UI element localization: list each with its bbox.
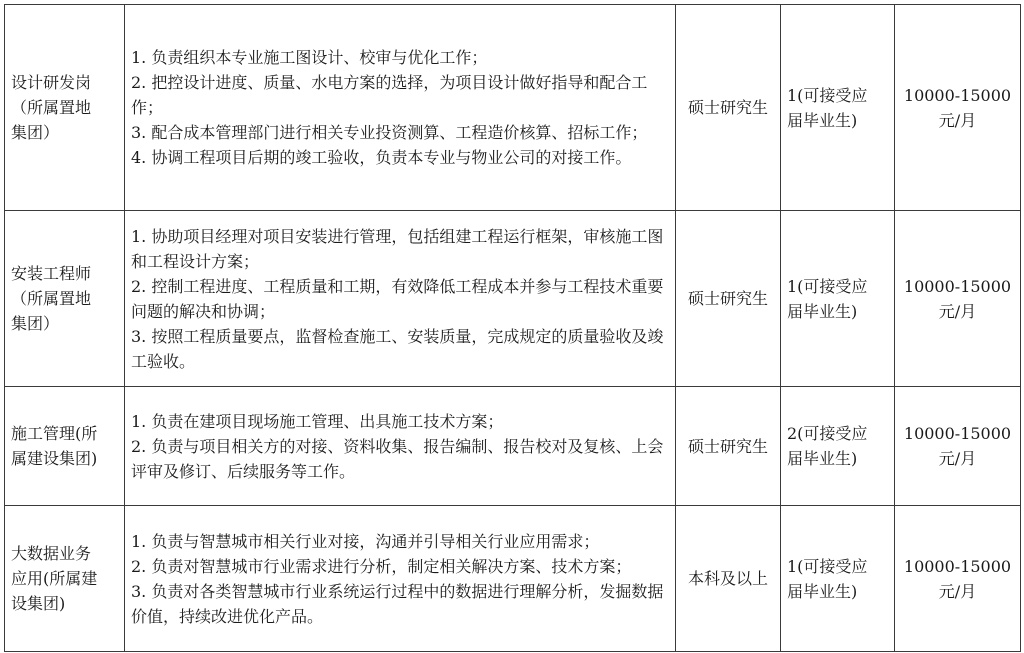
- salary-cell: [895, 211, 1021, 387]
- duty-item: 1. 协助项目经理对项目安装进行管理，包括组建工程运行框架，审核施工图和工程设计方案；: [131, 226, 664, 271]
- count-cell: [781, 211, 895, 387]
- duty-item: 2. 负责与项目相关方的对接、资料收集、报告编制、报告校对及复核、上会评审及修订、后续服务等工作。: [131, 436, 664, 481]
- salary-line: 10000-15000: [903, 424, 1012, 443]
- position-line: 应用(所属建: [11, 569, 98, 588]
- count-cell: [781, 5, 895, 211]
- position-cell: [5, 506, 125, 652]
- job-table: [4, 4, 1021, 652]
- position-line: （所属置地: [11, 98, 92, 117]
- salary-line: 元/月: [938, 581, 977, 601]
- salary-line: 10000-15000: [903, 556, 1012, 576]
- count-cell: [781, 387, 895, 506]
- position-line: 安装工程师: [11, 264, 92, 283]
- table-row: [5, 506, 1021, 652]
- duties-cell: [125, 211, 676, 387]
- salary-line: 10000-15000: [903, 276, 1012, 296]
- position-cell: [5, 211, 125, 387]
- duty-item: 3. 负责对各类智慧城市行业系统运行过程中的数据进行理解分析，发掘数据价值，持续改进优化产品。: [131, 581, 664, 626]
- count-line: 1(可接受应: [787, 276, 868, 296]
- salary-line: 元/月: [938, 110, 977, 130]
- duty-item: 1. 负责组织本专业施工图设计、校审与优化工作；: [131, 48, 488, 67]
- duty-item: 2. 控制工程进度、工程质量和工期，有效降低工程成本并参与工程技术重要问题的解决和协调；: [131, 276, 664, 321]
- salary-cell: [895, 5, 1021, 211]
- salary-cell: [895, 506, 1021, 652]
- count-line: 届毕业生): [787, 449, 858, 468]
- count-line: 届毕业生): [787, 301, 858, 321]
- count-line: 届毕业生): [787, 581, 858, 601]
- salary-line: 元/月: [938, 449, 977, 468]
- table-row: [5, 5, 1021, 211]
- count-line: 2(可接受应: [787, 424, 868, 443]
- count-line: 1(可接受应: [787, 556, 868, 576]
- salary-line: 元/月: [938, 301, 977, 321]
- duty-item: 2. 把控设计进度、质量、水电方案的选择，为项目设计做好指导和配合工作；: [131, 73, 648, 117]
- education-cell: 本科及以上: [676, 506, 781, 652]
- position-cell: [5, 387, 125, 506]
- position-line: 集团）: [11, 123, 60, 142]
- table-row: [5, 211, 1021, 387]
- position-line: 施工管理(所: [11, 424, 98, 443]
- duty-item: 3. 配合成本管理部门进行相关专业投资测算、工程造价核算、招标工作；: [131, 123, 648, 142]
- education-cell: 硕士研究生: [676, 387, 781, 506]
- duties-cell: [125, 5, 676, 211]
- duty-item: 4. 协调工程项目后期的竣工验收，负责本专业与物业公司的对接工作。: [131, 148, 632, 167]
- count-cell: [781, 506, 895, 652]
- count-line: 1(可接受应: [787, 85, 868, 105]
- position-cell: [5, 5, 125, 211]
- duties-cell: [125, 506, 676, 652]
- duty-item: 3. 按照工程质量要点，监督检查施工、安装质量，完成规定的质量验收及竣工验收。: [131, 326, 664, 371]
- duties-cell: [125, 387, 676, 506]
- position-line: 集团）: [11, 314, 60, 333]
- education-cell: 硕士研究生: [676, 211, 781, 387]
- position-line: 大数据业务: [11, 544, 92, 563]
- duty-item: 1. 负责在建项目现场施工管理、出具施工技术方案；: [131, 411, 504, 431]
- duty-item: 2. 负责对智慧城市行业需求进行分析，制定相关解决方案、技术方案；: [131, 556, 632, 576]
- education-cell: 硕士研究生: [676, 5, 781, 211]
- position-line: （所属置地: [11, 289, 92, 308]
- salary-cell: [895, 387, 1021, 506]
- position-line: 设集团): [11, 594, 66, 613]
- salary-line: 10000-15000: [903, 85, 1012, 105]
- duty-item: 1. 负责与智慧城市相关行业对接，沟通并引导相关行业应用需求；: [131, 531, 600, 551]
- position-line: 属建设集团): [11, 449, 98, 468]
- position-line: 设计研发岗: [11, 73, 92, 92]
- table-row: [5, 387, 1021, 506]
- count-line: 届毕业生): [787, 110, 858, 130]
